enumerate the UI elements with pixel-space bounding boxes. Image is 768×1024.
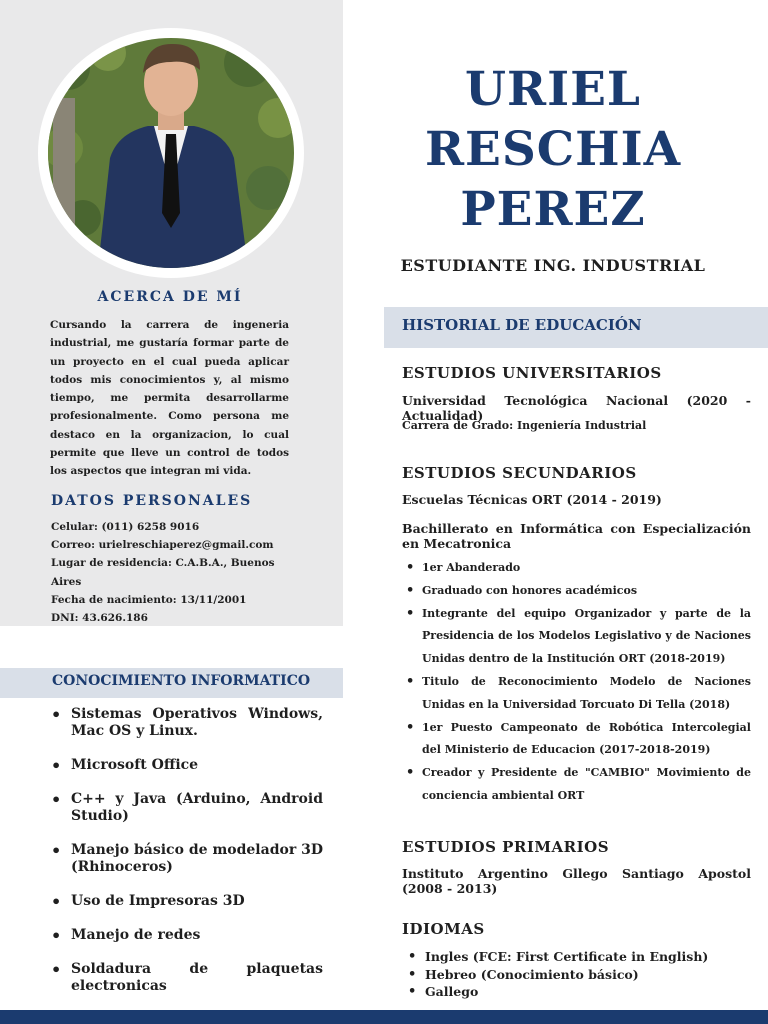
secondary-achievements-list bbox=[402, 557, 751, 808]
candidate-subtitle: ESTUDIANTE ING. INDUSTRIAL bbox=[400, 256, 706, 275]
languages-list bbox=[402, 948, 751, 1001]
name-line: RESCHIA bbox=[424, 122, 682, 177]
personal-data-list bbox=[51, 518, 281, 627]
candidate-name bbox=[400, 60, 706, 240]
university-degree: Carrera de Grado: Ingeniería Industrial bbox=[402, 419, 647, 432]
secondary-degree: Bachillerato en Informática con Especialización en Mecatronica bbox=[402, 521, 751, 551]
primary-heading: ESTUDIOS PRIMARIOS bbox=[402, 838, 610, 856]
skill-item: • Soldadura de plaquetas electronicas bbox=[51, 961, 323, 995]
skill-item: • C++ y Java (Arduino, Android Studio) bbox=[51, 791, 323, 825]
about-heading: ACERCA DE MÍ bbox=[97, 289, 243, 305]
residence-item: Lugar de residencia: C.A.B.A., Buenos Aires bbox=[51, 557, 275, 588]
achievement-item: • Graduado con honores académicos bbox=[402, 580, 751, 603]
university-heading: ESTUDIOS UNIVERSITARIOS bbox=[402, 364, 662, 382]
achievement-item: • Creador y Presidente de "CAMBIO" Movimiento de conciencia ambiental ORT bbox=[402, 762, 751, 808]
secondary-heading: ESTUDIOS SECUNDARIOS bbox=[402, 464, 637, 482]
skill-item: • Sistemas Operativos Windows, Mac OS y Linux. bbox=[51, 706, 323, 740]
computer-skills-list bbox=[51, 706, 323, 1012]
phone-item: Celular: (011) 6258 9016 bbox=[51, 521, 200, 533]
profile-photo bbox=[48, 38, 294, 268]
language-item: • Hebreo (Conocimiento básico) bbox=[402, 966, 751, 984]
birthdate-item: Fecha de nacimiento: 13/11/2001 bbox=[51, 593, 247, 606]
language-item: • Gallego bbox=[402, 983, 751, 1001]
language-item: • Ingles (FCE: First Certificate in English) bbox=[402, 948, 751, 966]
primary-institution: Instituto Argentino Gllego Santiago Apostol (2008 - 2013) bbox=[402, 866, 751, 896]
skill-item: • Microsoft Office bbox=[51, 757, 323, 774]
achievement-item: • 1er Puesto Campeonato de Robótica Intercolegial del Ministerio de Educacion (2017-2018-2019) bbox=[402, 717, 751, 763]
email-item: Correo: urielreschiaperez@gmail.com bbox=[51, 539, 274, 552]
achievement-item: • Integrante del equipo Organizador y parte de la Presidencia de los Modelos Legislativo y de Naciones Unidas dentro de la Institución ORT (2018-2019) bbox=[402, 603, 751, 671]
skill-item: • Uso de Impresoras 3D bbox=[51, 893, 323, 910]
languages-heading: IDIOMAS bbox=[402, 920, 485, 938]
education-heading: HISTORIAL DE EDUCACIÓN bbox=[402, 316, 642, 334]
achievement-item: • 1er Abanderado bbox=[402, 557, 751, 580]
name-line: PEREZ bbox=[460, 182, 646, 237]
achievement-item: • Titulo de Reconocimiento Modelo de Naciones Unidas en la Universidad Torcuato Di Tella (2018) bbox=[402, 671, 751, 717]
id-number-item: DNI: 43.626.186 bbox=[51, 612, 148, 625]
personal-data-heading: DATOS PERSONALES bbox=[51, 493, 253, 509]
about-paragraph: Cursando la carrera de ingeneria industrial, me gustaría formar parte de un proyecto en el cual pueda aplicar todos mis conocimientos y, al mismo tiempo, me permita desarrollarme profesionalmente. Como persona me destaco en la organizacion, lo cual permite que lleve un control de todos los aspectos que integran mi vida. bbox=[50, 319, 289, 478]
skill-item: • Manejo básico de modelador 3D (Rhinoceros) bbox=[51, 842, 323, 876]
secondary-institution: Escuelas Técnicas ORT (2014 - 2019) bbox=[402, 492, 662, 507]
footer-bar bbox=[0, 1010, 768, 1024]
computer-skills-heading: CONOCIMIENTO INFORMATICO bbox=[52, 673, 311, 689]
skill-item: • Manejo de redes bbox=[51, 927, 323, 944]
university-institution: Universidad Tecnológica Nacional (2020 - Actualidad) bbox=[402, 393, 751, 423]
name-line: URIEL bbox=[465, 62, 641, 117]
